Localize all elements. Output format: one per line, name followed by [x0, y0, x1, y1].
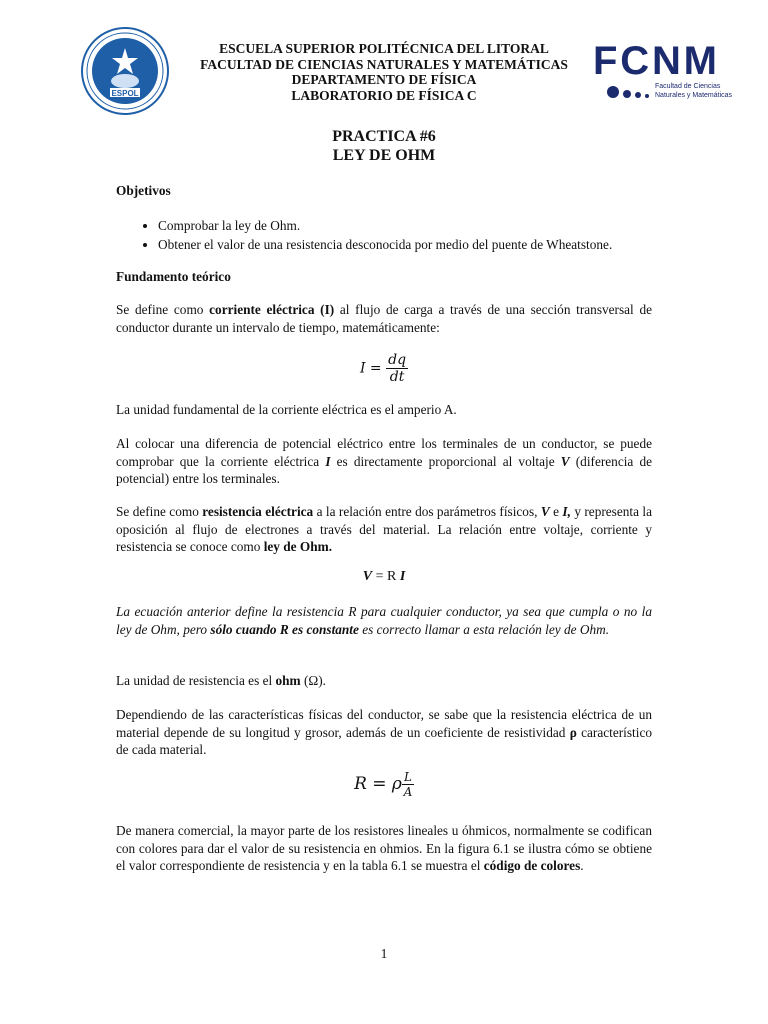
equation-resistivity: R = ρ $\frac{L}{A}$	[354, 770, 413, 799]
paragraph-resistividad: Dependiendo de las características físicas del conductor, se sabe que la resistencia eléctrica de un material depende de su longitud y grosor, además de un coeficiente de resistividad ρ característico de cada material.	[116, 707, 652, 757]
equation-current: I = $\frac{dq}{dt}$	[359, 352, 407, 385]
fcnm-logo-sub1: Facultad de Ciencias	[655, 83, 721, 90]
objetivos-heading: Objetivos	[116, 183, 171, 198]
list-item: • Obtener el valor de una resistencia desconocida por medio del puente de Wheatstone.	[158, 235, 678, 254]
objetivos-list	[138, 216, 678, 254]
espol-logo-text: ESPOL	[111, 89, 139, 98]
page-number: 1	[380, 946, 388, 961]
practice-title	[0, 127, 768, 165]
equation-ohm: V = R I	[362, 569, 406, 584]
fundamento-heading: Fundamento teórico	[116, 269, 231, 284]
fcnm-logo-sub2: Naturales y Matemáticas	[655, 92, 733, 99]
header-line-3: DEPARTAMENTO DE FÍSICA	[291, 72, 477, 87]
fcnm-logo-text: FCNM	[593, 39, 717, 83]
header-line-1: ESCUELA SUPERIOR POLITÉCNICA DEL LITORAL	[219, 41, 549, 56]
paragraph-ecuacion-anterior: La ecuación anterior define la resistencia R para cualquier conductor, ya sea que cumpla o no la ley de Ohm, pero sólo cuando R es constante es correcto llamar a esta relación ley de Ohm.	[116, 604, 652, 637]
espol-logo	[80, 26, 170, 116]
paragraph-resistencia: Se define como resistencia eléctrica a la relación entre dos parámetros físicos, V e I, y representa la oposición al flujo de electrones a través del material. La relación entre voltaje, corriente y resistencia se conoce como ley de Ohm.	[116, 504, 652, 554]
header-line-2: FACULTAD DE CIENCIAS NATURALES Y MATEMÁTICAS	[200, 56, 568, 72]
paragraph-unidad-ohm: La unidad de resistencia es el ohm (Ω).	[116, 673, 327, 688]
fcnm-logo	[593, 34, 733, 104]
title-line-1: PRACTICA #6	[332, 128, 436, 145]
paragraph-amperio: La unidad fundamental de la corriente eléctrica es el amperio A.	[116, 402, 457, 417]
paragraph-diferencia-potencial: Al colocar una diferencia de potencial eléctrico entre los terminales de un conductor, se puede comprobar que la corriente eléctrica I es directamente proporcional al voltaje V (diferencia de potencial) entre los terminales.	[116, 436, 652, 486]
title-line-2: LEY DE OHM	[332, 147, 436, 164]
paragraph-corriente: Se define como corriente eléctrica (I) al flujo de carga a través de una sección transversal de conductor durante un intervalo de tiempo, matemáticamente:	[116, 302, 652, 335]
institution-header	[180, 41, 588, 103]
list-item: • Comprobar la ley de Ohm.	[158, 216, 678, 235]
paragraph-codigo-colores: De manera comercial, la mayor parte de los resistores lineales u óhmicos, normalmente se codifican con colores para dar el valor de su resistencia en ohmios. En la figura 6.1 se ilustra cómo se obtiene el valor correspondiente de resistencia y en la tabla 6.1 se muestra el código de colores.	[116, 823, 652, 873]
header-line-4: LABORATORIO DE FÍSICA C	[291, 87, 477, 103]
